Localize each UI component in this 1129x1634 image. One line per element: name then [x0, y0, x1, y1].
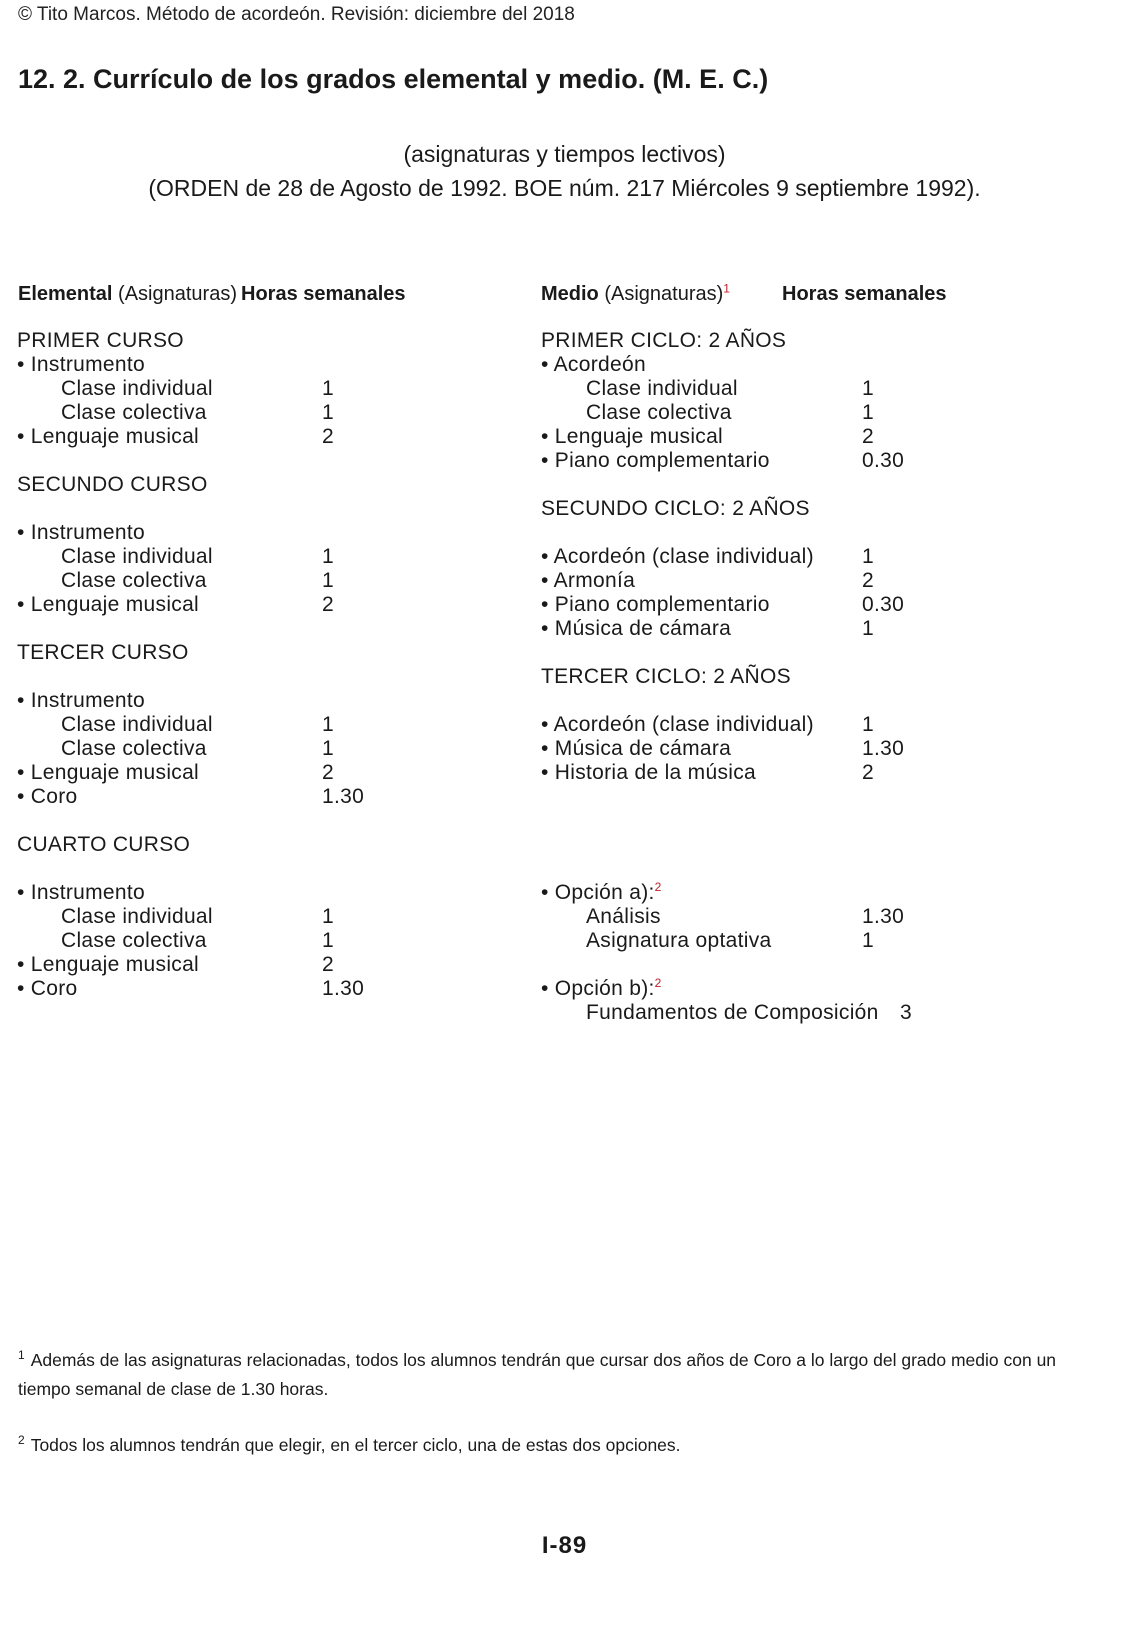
section-title: CUARTO CURSO [17, 833, 191, 856]
subject-row: • Lenguaje musical [17, 593, 200, 616]
hours-value: 0.30 [862, 449, 905, 472]
hours-value: 1 [322, 737, 334, 760]
subject-row: Asignatura optativa [586, 929, 772, 952]
hours-value: 1 [862, 617, 874, 640]
footnote-number: 2 [18, 1433, 25, 1448]
subject-row: Clase colectiva [61, 737, 207, 760]
subject-row: Clase individual [61, 545, 213, 568]
subject-row: Clase individual [586, 377, 738, 400]
subject-row: Clase colectiva [586, 401, 732, 424]
hours-value: 2 [322, 761, 334, 784]
hours-value: 1.30 [862, 737, 905, 760]
subject-row: • Acordeón (clase individual) [541, 545, 814, 568]
subject-row: • Instrumento [17, 881, 145, 904]
hours-value: 2 [862, 425, 874, 448]
section-title: PRIMER CURSO [17, 329, 184, 352]
subject-row: • Instrumento [17, 353, 145, 376]
hours-value: 2 [322, 425, 334, 448]
subject-row: Clase colectiva [61, 929, 207, 952]
subject-row: • Coro [17, 977, 78, 1000]
hours-value: 2 [862, 569, 874, 592]
subject-row: • Lenguaje musical [541, 425, 724, 448]
subject-row: • Música de cámara [541, 617, 732, 640]
option-b-label: • Opción b):$^2$ [541, 976, 662, 1000]
subject-row: Clase colectiva [61, 401, 207, 424]
subject-row: Clase individual [61, 713, 213, 736]
subject-row: • Coro [17, 785, 78, 808]
section-title: TERCER CICLO: 2 AÑOS [541, 665, 791, 688]
footnote-2 [18, 1431, 1108, 1460]
hours-value: 1 [862, 713, 874, 736]
hours-value: 1 [322, 545, 334, 568]
elemental-column-heading [18, 283, 237, 306]
subject-row: Clase colectiva [61, 569, 207, 592]
subject-row: • Lenguaje musical [17, 761, 200, 784]
option-a-label: • Opción a):$^2$ [541, 880, 662, 904]
section-title: PRIMER CICLO: 2 AÑOS [541, 329, 787, 352]
hours-value: 1 [322, 713, 334, 736]
hours-value: 1 [322, 569, 334, 592]
subject-row: • Armonía [541, 569, 636, 592]
hours-value: 2 [862, 761, 874, 784]
subject-row: • Piano complementario [541, 593, 770, 616]
section-title: SECUNDO CICLO: 2 AÑOS [541, 497, 810, 520]
subtitle-line-2: (ORDEN de 28 de Agosto de 1992. BOE núm. 217 Miércoles 9 septiembre 1992). [148, 175, 981, 201]
medio-heading-paren: (Asignaturas) [604, 283, 724, 305]
hours-value: 1.30 [322, 785, 365, 808]
subject-row: • Piano complementario [541, 449, 770, 472]
medio-column-heading [541, 283, 730, 306]
hours-value: 2 [322, 953, 334, 976]
hours-value: 0.30 [862, 593, 905, 616]
page-number: I-89 [541, 1532, 588, 1559]
subtitle-line-1: (asignaturas y tiempos lectivos) [403, 141, 726, 167]
medio-hours-heading: Horas semanales [782, 283, 947, 305]
footnote-number: 1 [18, 1348, 25, 1363]
hours-value: 1 [322, 929, 334, 952]
subject-row: • Música de cámara [541, 737, 732, 760]
section-title: TERCER CURSO [17, 641, 189, 664]
hours-value: 1 [322, 401, 334, 424]
hours-value: 1 [862, 545, 874, 568]
footnote-text: Además de las asignaturas relacionadas, todos los alumnos tendrán que cursar dos años de Coro a lo largo del grado medio con un tiempo semanal de clase de 1.30 horas. [18, 1350, 1057, 1399]
hours-value: 1.30 [322, 977, 365, 1000]
footnote-text: Todos los alumnos tendrán que elegir, en el tercer ciclo, una de estas dos opciones. [30, 1435, 681, 1455]
footnote-ref-2: 2 [654, 880, 662, 894]
hours-value: 2 [322, 593, 334, 616]
hours-value: 1 [322, 905, 334, 928]
hours-value: 1 [862, 929, 874, 952]
hours-value: 1 [322, 377, 334, 400]
subject-row: • Lenguaje musical [17, 953, 200, 976]
subject-row: • Acordeón [541, 353, 646, 376]
subject-row: • Acordeón (clase individual) [541, 713, 814, 736]
subject-row: • Instrumento [17, 689, 145, 712]
subject-row: Análisis [586, 905, 661, 928]
hours-value: 1 [862, 401, 874, 424]
hours-value: 3 [900, 1001, 912, 1024]
subject-row: Clase individual [61, 905, 213, 928]
elemental-hours-heading: Horas semanales [241, 283, 406, 305]
copyright-header: © Tito Marcos. Método de acordeón. Revisión: diciembre del 2018 [18, 4, 575, 25]
footnote-ref-2: 2 [654, 976, 662, 990]
subject-row: • Historia de la música [541, 761, 756, 784]
footnote-ref-1: 1 [723, 281, 730, 296]
subject-row: Fundamentos de Composición [586, 1001, 879, 1024]
elemental-heading-label: Elemental [18, 283, 113, 305]
medio-heading-label: Medio [541, 283, 599, 305]
hours-value: 1 [862, 377, 874, 400]
subject-row: Clase individual [61, 377, 213, 400]
subject-row: • Instrumento [17, 521, 145, 544]
footnote-1 [18, 1346, 1108, 1404]
hours-value: 1.30 [862, 905, 905, 928]
section-title: SECUNDO CURSO [17, 473, 208, 496]
page-title: 12. 2. Currículo de los grados elemental y medio. (M. E. C.) [18, 64, 769, 94]
subject-row: • Lenguaje musical [17, 425, 200, 448]
elemental-heading-paren: (Asignaturas) [118, 283, 237, 305]
